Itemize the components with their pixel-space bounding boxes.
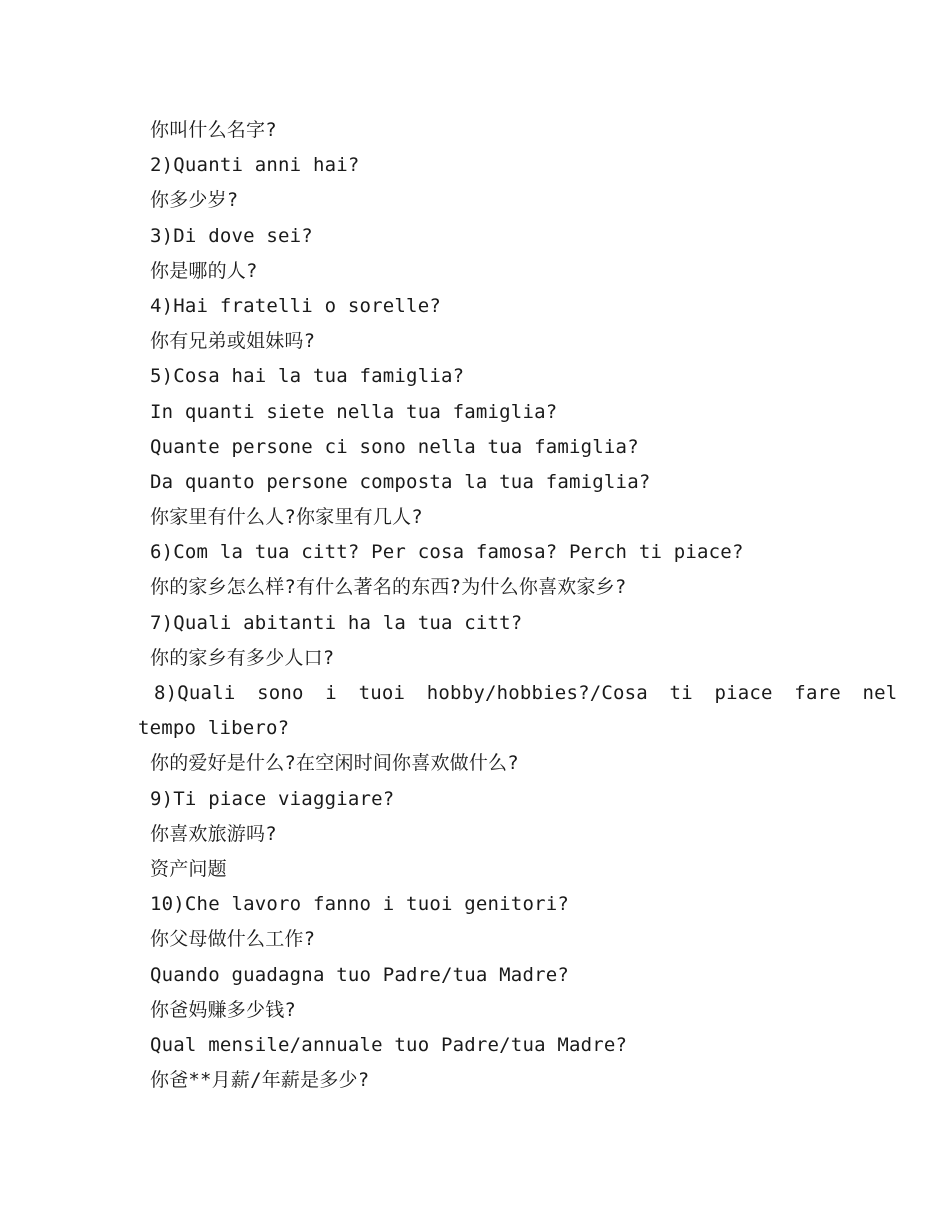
text-line: Da quanto persone composta la tua famiglia? — [150, 470, 651, 493]
text-line: 2)Quanti anni hai? — [150, 154, 360, 177]
text-line: 3)Di dove sei? — [150, 224, 313, 247]
text-line: tempo libero? — [138, 717, 290, 740]
text-line: 10)Che lavoro fanno i tuoi genitori? — [150, 893, 570, 916]
text-line: In quanti siete nella tua famiglia? — [150, 400, 558, 423]
text-line: 你爸妈赚多少钱? — [150, 998, 297, 1021]
text-line: 你的家乡有多少人口? — [150, 646, 335, 669]
text-line: 8)Quali sono i tuoi hobby/hobbies?/Cosa ti piace fare nel — [154, 682, 898, 704]
text-line: 你叫什么名字? — [150, 119, 277, 141]
document-body — [138, 113, 898, 1098]
text-line: 你的家乡怎么样?有什么著名的东西?为什么你喜欢家乡? — [150, 576, 627, 599]
text-line: 你是哪的人? — [150, 259, 258, 282]
section-heading: 资产问题 — [150, 857, 227, 880]
text-line: 你有兄弟或姐妹吗? — [150, 330, 316, 353]
text-line: Quante persone ci sono nella tua famiglia? — [150, 435, 639, 458]
text-line: Quando guadagna tuo Padre/tua Madre? — [150, 963, 570, 986]
text-line: 你多少岁? — [150, 189, 239, 212]
text-line: 你父母做什么工作? — [150, 928, 316, 951]
text-line: 你喜欢旅游吗? — [150, 822, 277, 845]
text-line: Qual mensile/annuale tuo Padre/tua Madre? — [150, 1033, 628, 1056]
text-line: 9)Ti piace viaggiare? — [150, 787, 395, 810]
text-line: 6)Com la tua citt? Per cosa famosa? Perch ti piace? — [150, 541, 744, 564]
text-line: 7)Quali abitanti ha la tua citt? — [150, 611, 523, 634]
text-line: 5)Cosa hai la tua famiglia? — [150, 365, 465, 388]
text-line: 你爸**月薪/年薪是多少? — [150, 1069, 370, 1092]
text-line: 你家里有什么人?你家里有几人? — [150, 506, 423, 529]
text-line: 4)Hai fratelli o sorelle? — [150, 294, 441, 317]
text-line: 你的爱好是什么?在空闲时间你喜欢做什么? — [150, 752, 519, 775]
